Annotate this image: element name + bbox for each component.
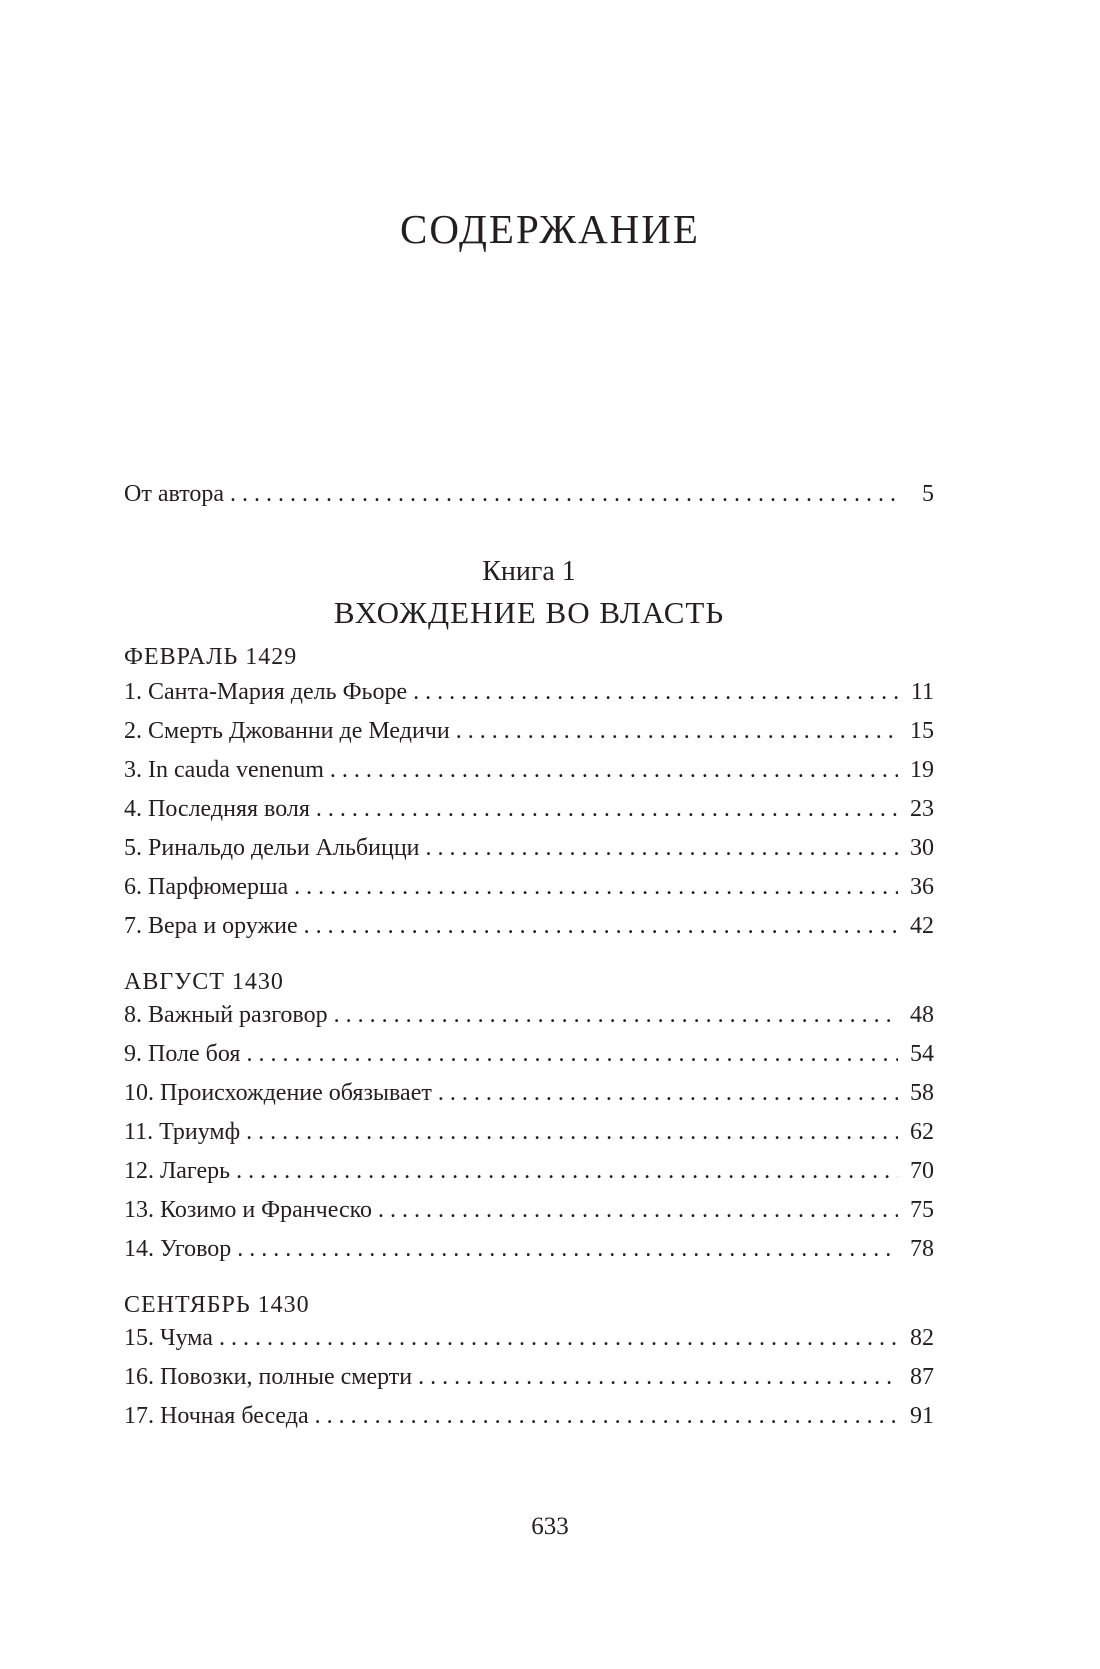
toc-entry-page: 30 <box>910 835 934 861</box>
toc-entry <box>124 679 934 718</box>
dot-leader <box>438 1080 898 1107</box>
dot-leader <box>418 1364 898 1391</box>
toc-entry-page: 70 <box>910 1158 934 1184</box>
toc-entry-label: 14. Уговор <box>124 1236 232 1262</box>
dot-leader <box>456 718 898 745</box>
toc-entry <box>124 1041 934 1080</box>
toc-entry-label: 12. Лагерь <box>124 1158 231 1184</box>
toc-entry <box>124 718 934 757</box>
section-title: ФЕВРАЛЬ 1429 <box>124 644 298 670</box>
toc-entry <box>124 1403 934 1442</box>
toc-entry-label: 1. Санта-Мария дель Фьоре <box>124 679 408 705</box>
section-title: АВГУСТ 1430 <box>124 969 284 995</box>
dot-leader <box>246 1119 898 1146</box>
toc-entry <box>124 1325 934 1364</box>
toc-entry <box>124 874 934 913</box>
toc-section <box>124 635 934 952</box>
book-heading <box>124 553 934 635</box>
toc-entry-label: 2. Смерть Джованни де Медичи <box>124 718 450 744</box>
toc-entry-page: 19 <box>910 757 934 783</box>
toc-entry-label: 10. Происхождение обязывает <box>124 1080 432 1106</box>
dot-leader <box>330 757 898 784</box>
toc-entry-label: 3. In cauda venenum <box>124 757 324 783</box>
toc-entry-page: 58 <box>910 1080 934 1106</box>
toc-entry <box>124 835 934 874</box>
dot-leader <box>237 1236 898 1263</box>
toc-entry-intro <box>124 481 934 520</box>
section-title: СЕНТЯБРЬ 1430 <box>124 1292 310 1318</box>
toc-entry-label: 13. Козимо и Франческо <box>124 1197 373 1223</box>
toc-entry <box>124 1236 934 1275</box>
toc-entry-label: 4. Последняя воля <box>124 796 310 822</box>
dot-leader <box>413 679 898 706</box>
toc-entry-page: 91 <box>910 1403 934 1429</box>
toc-entry <box>124 1197 934 1236</box>
toc-entry-label: 5. Ринальдо дельи Альбицци <box>124 835 420 861</box>
toc-entry-label: 8. Важный разговор <box>124 1002 328 1028</box>
toc-entry-page: 75 <box>910 1197 934 1223</box>
dot-leader <box>219 1325 898 1352</box>
toc-sections <box>124 635 934 1442</box>
toc-entry-page: 48 <box>910 1002 934 1028</box>
dot-leader <box>315 1403 898 1430</box>
book-title: ВХОЖДЕНИЕ ВО ВЛАСТЬ <box>333 595 725 630</box>
toc-entry-label: 7. Вера и оружие <box>124 913 298 939</box>
toc-entry-label: 9. Поле боя <box>124 1041 241 1067</box>
dot-leader <box>230 481 898 508</box>
dot-leader <box>294 874 898 901</box>
toc-entry <box>124 1119 934 1158</box>
toc-entry <box>124 1364 934 1403</box>
toc-entry <box>124 757 934 796</box>
toc-entry-page: 62 <box>910 1119 934 1145</box>
dot-leader <box>246 1041 898 1068</box>
toc-entry-page: 11 <box>910 679 934 705</box>
toc-entry <box>124 1080 934 1119</box>
toc-section <box>124 952 934 1275</box>
toc-entry-label: 16. Повозки, полные смерти <box>124 1364 413 1390</box>
toc-entry-page: 15 <box>910 718 934 744</box>
page-title: СОДЕРЖАНИЕ <box>400 206 700 252</box>
toc-entry-page: 87 <box>910 1364 934 1390</box>
toc-section <box>124 1275 934 1442</box>
page-number: 633 <box>531 1513 569 1540</box>
toc-entry-page: 78 <box>910 1236 934 1262</box>
book-number: Книга 1 <box>482 556 576 587</box>
toc-entry-label: От автора <box>124 481 225 507</box>
dot-leader <box>236 1158 898 1185</box>
toc-entry <box>124 796 934 835</box>
table-of-contents <box>124 481 934 1442</box>
dot-leader <box>304 913 898 940</box>
toc-entry <box>124 1158 934 1197</box>
toc-entry-label: 15. Чума <box>124 1325 213 1351</box>
toc-entry <box>124 1002 934 1041</box>
toc-entry-page: 42 <box>910 913 934 939</box>
toc-entry-page: 82 <box>910 1325 934 1351</box>
toc-entry-page: 23 <box>910 796 934 822</box>
dot-leader <box>378 1197 898 1224</box>
toc-entry-label: 6. Парфюмерша <box>124 874 289 900</box>
toc-entry-page: 36 <box>910 874 934 900</box>
toc-entry-label: 17. Ночная беседа <box>124 1403 309 1429</box>
dot-leader <box>426 835 899 862</box>
dot-leader <box>316 796 898 823</box>
toc-entry-page: 54 <box>910 1041 934 1067</box>
toc-entry <box>124 913 934 952</box>
dot-leader <box>334 1002 898 1029</box>
toc-entry-label: 11. Триумф <box>124 1119 241 1145</box>
toc-entry-page: 5 <box>922 481 934 507</box>
